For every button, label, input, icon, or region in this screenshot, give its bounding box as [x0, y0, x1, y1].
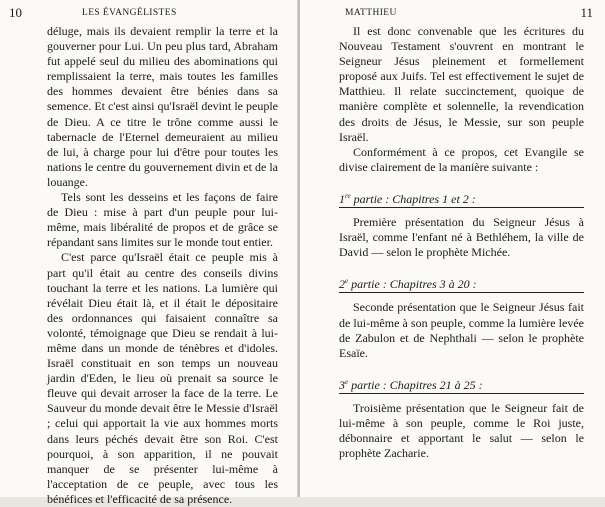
paragraph: Il est donc convenable que les écritures du Nouveau Testament s'ouvrent en montrant le Seigneur Jésus pleinement et formellement proposé aux Juifs. Tel est effectivement le sujet de Matthieu. Il relate succinctement, quoique de manière complète et solennelle, la revendication des droits de Jésus, le Messie, sur son peuple Israël. [339, 24, 584, 144]
running-head: LES ÉVANGÉLISTES [82, 8, 177, 18]
section-part-1 [339, 189, 584, 260]
right-body [339, 24, 584, 461]
page-number: 11 [580, 5, 593, 20]
section-part-2 [339, 274, 584, 360]
section-title: 2e partie : Chapitres 3 à 20 : [339, 277, 477, 292]
paragraph: déluge, mais ils devaient remplir la terre et la gouverner pour Lui. Un peu plus tard, Abraham fut appelé seul du milieu des abominations qui remplissaient la terre, mais toutes les familles des hommes devaient être bénies dans sa semence. Et c'est ainsi qu'Israël devint le peuple de Dieu. A ce titre le trône comme aussi le tabernacle de l'Eternel demeuraient au milieu de lui, à charge pour lui d'être pour toutes les nations le centre du gouvernement divin et de la louange. [47, 24, 278, 189]
left-page [0, 0, 298, 506]
running-head: MATTHIEU [345, 8, 397, 18]
paragraph: C'est parce qu'Israël était ce peuple mis à part qu'il était au centre des conseils divins touchant la terre et les nations. La lumière qui révélait Dieu était là, et il était le dépositaire des ordonnances qui faisaient connaître sa volonté, témoignage que Dieu se rendait à lui-même dans un monde de ténèbres et d'idoles. Israël constituait en son temps un nouveau jardin d'Eden, le lieu où prenait sa source le fleuve qui devait arroser la face de la terre. Le Sauveur du monde devait être le Messie d'Israël ; celui qui apportait la vie aux hommes morts dans leurs péchés devait être son Roi. C'est pourquoi, à son apparition, il ne pouvait manquer de se présenter lui-même à l'acceptation de ce peuple, avec tous les bénéfices et l'efficacité de sa présence. [47, 250, 278, 506]
section-rule [339, 393, 584, 394]
section-title: 3e partie : Chapitres 21 à 25 : [339, 377, 483, 392]
section-rule [339, 207, 584, 208]
section-body: Première présentation du Seigneur Jésus à Israël, comme l'enfant né à Bethléhem, la ville de David — selon le prophète Michée. [339, 215, 584, 260]
paragraph: Tels sont les desseins et les façons de faire de Dieu : mise à part d'un peuple pour lui-même, mais libéralité de propos et de grâce se répandant sans limites sur le monde tout entier. [47, 190, 278, 250]
section-title: 1re partie : Chapitres 1 et 2 : [339, 191, 476, 206]
section-body: Troisième présentation que le Seigneur fait de lui-même à son peuple, comme le Roi juste, débonnaire et apportant le salut — selon le prophète Zacharie. [339, 400, 584, 461]
paragraph: Conformément à ce propos, cet Evangile se divise clairement de la manière suivante : [339, 144, 584, 174]
section-part-3 [339, 375, 584, 461]
left-body [47, 24, 278, 507]
section-rule [339, 292, 584, 293]
section-body: Seconde présentation que le Seigneur Jésus fait de lui-même à son peuple, comme la lumière levée de Zabulon et de Nephthali — selon le prophète Esaïe. [339, 300, 584, 360]
right-page [300, 0, 605, 497]
page-number: 10 [9, 5, 22, 20]
